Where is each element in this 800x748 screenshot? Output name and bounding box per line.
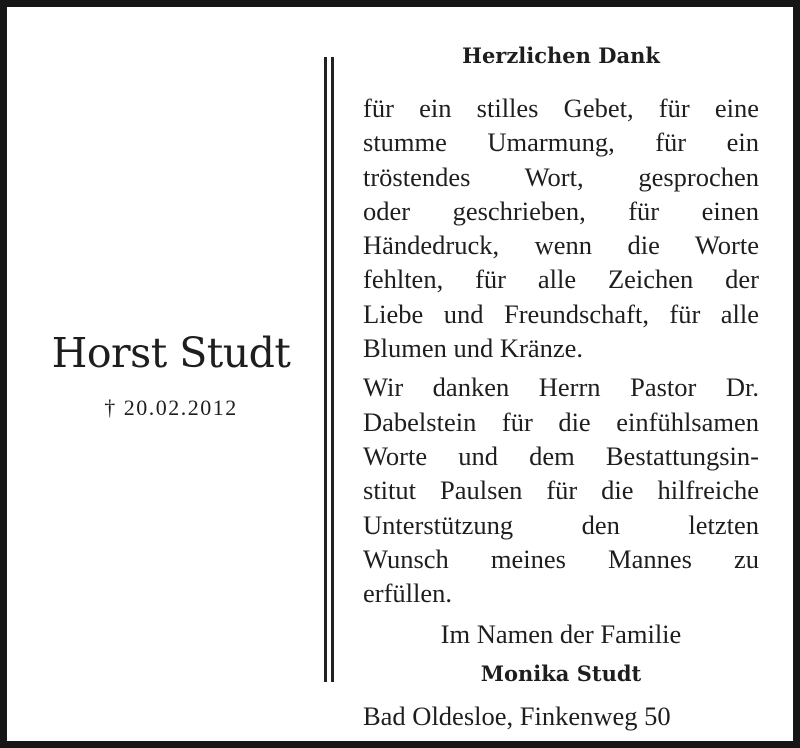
signer-name: Monika Studt <box>480 661 642 687</box>
gratitude-paragraph <box>363 370 759 610</box>
text-line: Wir danken Herrn Pastor Dr. <box>363 372 759 403</box>
family-line: Im Namen der Familie <box>440 619 682 650</box>
thanks-panel <box>363 37 759 734</box>
text-line: Worte und dem Bestattungsin- <box>363 440 759 471</box>
divider-line-right <box>331 57 334 682</box>
deceased-panel <box>21 325 321 421</box>
text-line: stumme Umarmung, für ein <box>363 127 759 158</box>
deceased-name: Horst Studt <box>51 329 291 377</box>
text-line: Dabelstein für die einfühlsamen <box>363 406 759 437</box>
text-line: für ein stilles Gebet, für eine <box>363 93 759 123</box>
thanks-paragraph <box>363 91 759 365</box>
text-line: stitut Paulsen für die hilfreiche <box>363 475 759 506</box>
address-line: Bad Oldesloe, Finkenweg 50 <box>363 701 671 732</box>
text-line: Unterstützung den letzten <box>363 509 759 540</box>
death-date: † 20.02.2012 <box>104 395 238 420</box>
divider-line-left <box>324 57 327 682</box>
text-line: fehlten, für alle Zeichen der <box>363 264 759 295</box>
text-line: tröstendes Wort, gesprochen <box>363 161 759 192</box>
text-line: erfüllen. <box>363 578 453 609</box>
thanks-heading: Herzlichen Dank <box>462 43 660 68</box>
text-line: Händedruck, wenn die Worte <box>363 230 759 261</box>
text-line: Liebe und Freundschaft, für alle <box>363 298 759 329</box>
text-line: Blumen und Kränze. <box>363 333 584 364</box>
text-line: Wunsch meines Mannes zu <box>363 543 759 574</box>
text-line: oder geschrieben, für einen <box>363 195 759 226</box>
